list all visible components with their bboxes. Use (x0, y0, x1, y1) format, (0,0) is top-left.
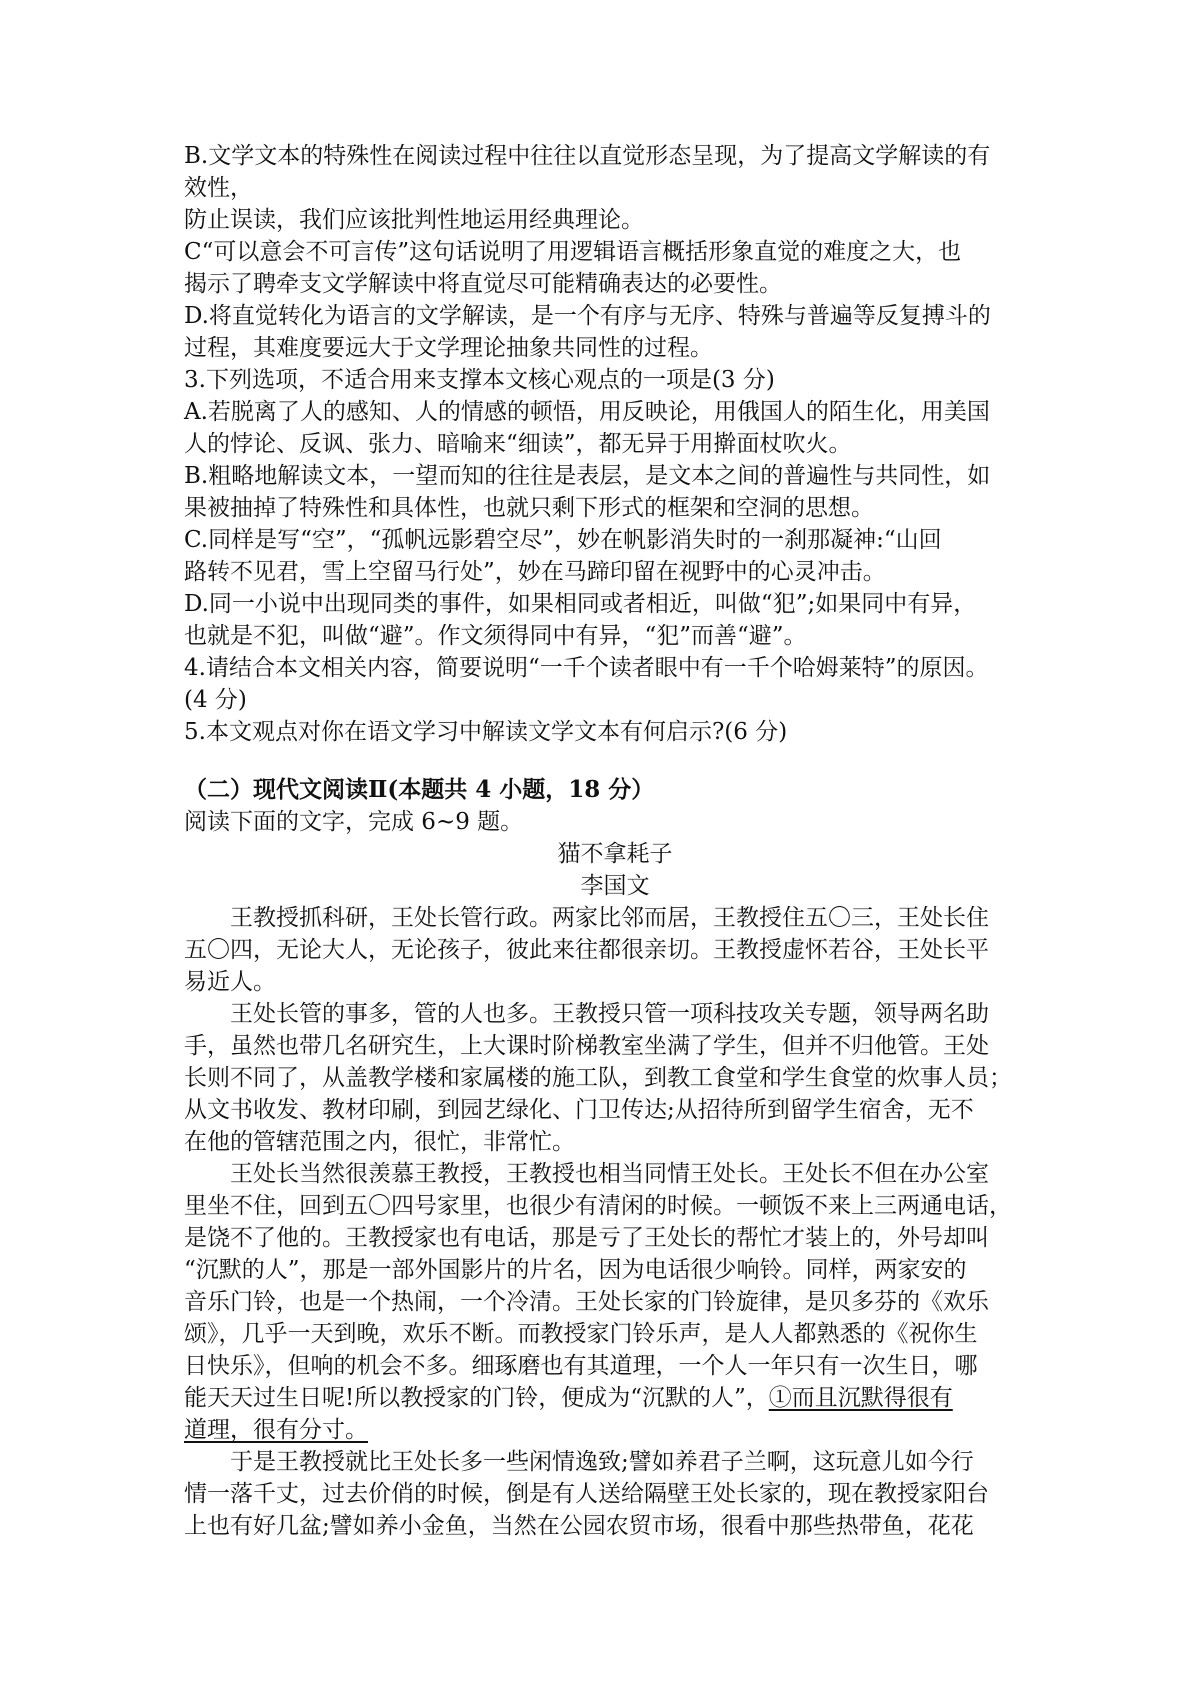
paragraph-1-line3: 易近人。 (184, 969, 276, 995)
q2-option-c-line2: 揭示了聘牵支文学解读中将直觉尽可能精确表达的必要性。 (184, 271, 782, 297)
paragraph-3-line8-text: 能天天过生日呢!所以教授家的门铃，便成为“沉默的人”， (184, 1385, 769, 1411)
paragraph-4-line2: 情一落千丈，过去价俏的时候，倒是有人送给隔壁王处长家的，现在教授家阳台 (184, 1481, 989, 1507)
q2-option-c-line1: C“可以意会不可言传”这句话说明了用逻辑语言概括形象直觉的难度之大，也 (184, 239, 962, 265)
q3-option-a-line1: A.若脱离了人的感知、人的情感的顿悟，用反映论，用俄国人的陌生化，用美国 (184, 399, 990, 425)
paragraph-2-line4: 从文书收发、教材印刷，到园艺绿化、门卫传达;从招待所到留学生宿舍，无不 (184, 1097, 974, 1123)
q2-option-b-line2: 效性， (184, 175, 253, 201)
q3-option-b-line1: B.粗略地解读文本，一望而知的往往是表层，是文本之间的普遍性与共同性，如 (184, 463, 991, 489)
q2-option-d-line1: D.将直觉转化为语言的文学解读，是一个有序与无序、特殊与普遍等反复搏斗的 (184, 303, 991, 329)
paragraph-3-line8 (184, 1382, 1046, 1414)
document-page (184, 140, 1046, 1542)
paragraph-3-line3: 是饶不了他的。王教授家也有电话，那是亏了王处长的帮忙才装上的，外号却叫 (184, 1225, 989, 1251)
story-title: 猫不拿耗子 (557, 841, 673, 867)
paragraph-2-line1: 王处长管的事多，管的人也多。王教授只管一项科技攻关专题，领导两名助 (230, 1001, 989, 1027)
paragraph-1-line2: 五〇四，无论大人，无论孩子，彼此来往都很亲切。王教授虚怀若谷，王处长平 (184, 937, 989, 963)
q2-option-d-line2: 过程，其难度要远大于文学理论抽象共同性的过程。 (184, 335, 713, 361)
section-instruction: 阅读下面的文字，完成 6~9 题。 (184, 809, 524, 835)
q2-option-b-line3: 防止误读，我们应该批判性地运用经典理论。 (184, 207, 644, 233)
paragraph-2-line5: 在他的管辖范围之内，很忙，非常忙。 (184, 1129, 575, 1155)
underlined-sentence-1: ①而且沉默得很有 (768, 1385, 953, 1411)
q5-stem: 5.本文观点对你在语文学习中解读文学文本有何启示?(6 分) (184, 719, 788, 745)
paragraph-3-line2: 里坐不住，回到五〇四号家里，也很少有清闲的时候。一顿饭不来上三两通电话， (184, 1193, 1012, 1219)
paragraph-3-line5: 音乐门铃，也是一个热闹，一个冷清。王处长家的门铃旋律，是贝多芬的《欢乐 (184, 1289, 989, 1315)
underlined-sentence-1-continued: 道理，很有分寸。 (184, 1417, 368, 1443)
paragraph-4-line3: 上也有好几盆;譬如养小金鱼，当然在公园农贸市场，很看中那些热带鱼，花花 (184, 1513, 974, 1539)
q3-option-d-line2: 也就是不犯，叫做“避”。作文须得同中有异，“犯”而善“避”。 (184, 623, 807, 649)
paragraph-3-line6: 颂》，几乎一天到晚，欢乐不断。而教授家门铃乐声，是人人都熟悉的《祝你生 (184, 1321, 978, 1347)
q2-option-b-line1: B.文学文本的特殊性在阅读过程中往往以直觉形态呈现，为了提高文学解读的有 (184, 143, 991, 169)
paragraph-2-line3: 长则不同了，从盖教学楼和家属楼的施工队，到教工食堂和学生食堂的炊事人员； (184, 1065, 1012, 1091)
paragraph-2-line2: 手，虽然也带几名研究生，上大课时阶梯教室坐满了学生，但并不归他管。王处 (184, 1033, 989, 1059)
paragraph-1-line1: 王教授抓科研，王处长管行政。两家比邻而居，王教授住五〇三，王处长住 (230, 905, 989, 931)
q3-option-c-line1: C.同样是写“空”，“孤帆远影碧空尽”，妙在帆影消失时的一刹那凝神:“山回 (184, 527, 942, 553)
q3-option-b-line2: 果被抽掉了特殊性和具体性，也就只剩下形式的框架和空洞的思想。 (184, 495, 874, 521)
section-spacer (184, 748, 1046, 774)
paragraph-3-line1: 王处长当然很羡慕王教授，王教授也相当同情王处长。王处长不但在办公室 (230, 1161, 989, 1187)
q3-option-c-line2: 路转不见君，雪上空留马行处”，妙在马蹄印留在视野中的心灵冲击。 (184, 559, 886, 585)
q3-option-d-line1: D.同一小说中出现同类的事件，如果相同或者相近，叫做“犯”;如果同中有异， (184, 591, 977, 617)
paragraph-3-line4: “沉默的人”，那是一部外国影片的片名，因为电话很少响铃。同样，两家安的 (184, 1257, 967, 1283)
paragraph-3-line7: 日快乐》，但响的机会不多。细琢磨也有其道理，一个人一年只有一次生日，哪 (184, 1353, 978, 1379)
q3-option-a-line2: 人的悖论、反讽、张力、暗喻来“细读”，都无异于用擀面杖吹火。 (184, 431, 852, 457)
story-author: 李国文 (580, 873, 650, 899)
q3-stem: 3.下列选项，不适合用来支撑本文核心观点的一项是(3 分) (184, 367, 775, 393)
section-title: （二）现代文阅读Ⅱ(本题共 4 小题，18 分） (184, 776, 655, 803)
q4-line2: (4 分) (184, 687, 247, 713)
q4-line1: 4.请结合本文相关内容，简要说明“一千个读者眼中有一千个哈姆莱特”的原因。 (184, 655, 989, 681)
paragraph-4-line1: 于是王教授就比王处长多一些闲情逸致;譬如养君子兰啊，这玩意儿如今行 (230, 1449, 974, 1475)
